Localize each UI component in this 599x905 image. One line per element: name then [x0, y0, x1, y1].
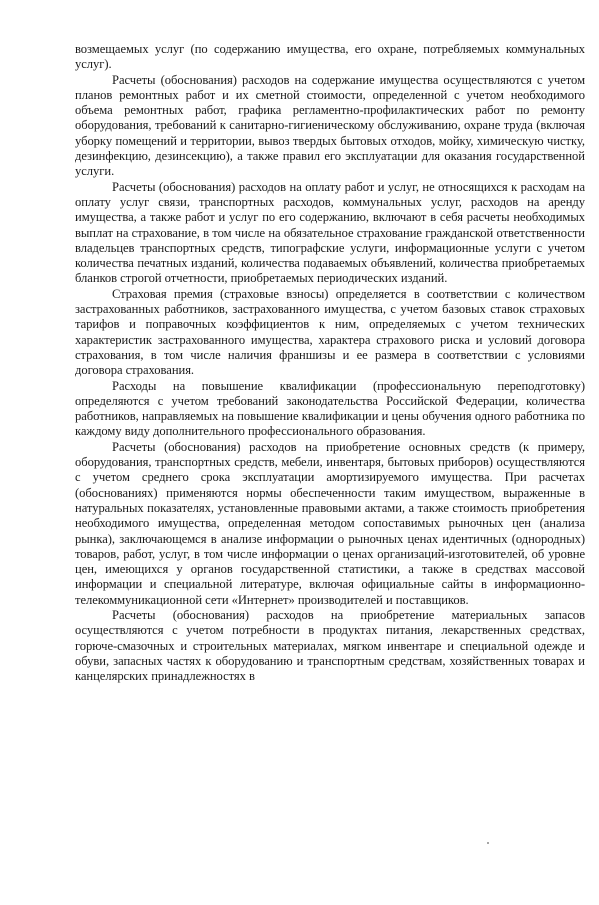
paragraph-continuation: возмещаемых услуг (по содержанию имущества, его охране, потребляемых коммунальных услуг).: [75, 42, 585, 72]
scan-speck: [487, 842, 489, 844]
paragraph-fixed-assets: Расчеты (обоснования) расходов на приобретение основных средств (к примеру, оборудования, транспортных средств, мебели, инвентаря, бытовых приборов) осуществляются с учетом среднего срока эксплуатации амортизируемого имущества. При расчетах (обоснованиях) применяются нормы обеспеченности таким имуществом, выраженные в натуральных показателях, установленные правовыми актами, а также стоимость приобретения необходимого имущества, определенная методом сопоставимых рыночных цен (анализа рынка), заключающемся в анализе информации о рыночных ценах идентичных (однородных) товаров, работ, услуг, в том числе информации о ценах организаций-изготовителей, об уровне цен, имеющихся у органов государственной статистики, а также в средствах массовой информации и специальной литературе, включая официальные сайты в информационно-телекоммуникационной сети «Интернет» производителей и поставщиков.: [75, 439, 585, 607]
paragraph-property-maintenance: Расчеты (обоснования) расходов на содержание имущества осуществляются с учетом планов ремонтных работ и их сметной стоимости, определенной с учетом необходимого объема ремонтных работ, графика регламентно-профилактических работ по ремонту оборудования, требований к санитарно-гигиеническому обслуживанию, охране труда (включая уборку помещений и территории, вывоз твердых бытовых отходов, мойку, химическую чистку, дезинфекцию, дезинсекцию), а также правил его эксплуатации для оказания государственной услуги.: [75, 72, 585, 179]
document-page: [75, 42, 585, 887]
paragraph-material-stocks: Расчеты (обоснования) расходов на приобретение материальных запасов осуществляются с учетом потребности в продуктах питания, лекарственных средствах, горюче-смазочных и строительных материалах, мягком инвентаре и специальной одежде и обуви, запасных частях к оборудованию и транспортным средствам, хозяйственных товарах и канцелярских принадлежностях в: [75, 607, 585, 684]
paragraph-qualification: Расходы на повышение квалификации (профессиональную переподготовку) определяются с учетом требований законодательства Российской Федерации, количества работников, направляемых на повышение квалификации и цены обучения одного работника по каждому виду дополнительного профессионального образования.: [75, 378, 585, 439]
paragraph-insurance-premium: Страховая премия (страховые взносы) определяется в соответствии с количеством застрахованных работников, застрахованного имущества, с учетом базовых ставок страховых тарифов и поправочных коэффициентов к ним, определяемых с учетом технических характеристик застрахованного имущества, характера страхового риска и условий договора страхования, в том числе наличия франшизы и ее размера в соответствии с условиями договора страхования.: [75, 286, 585, 378]
paragraph-other-services: Расчеты (обоснования) расходов на оплату работ и услуг, не относящихся к расходам на оплату услуг связи, транспортных расходов, коммунальных услуг, расходов на аренду имущества, а также работ и услуг по его содержанию, включают в себя расчеты необходимых выплат на страхование, в том числе на обязательное страхование гражданской ответственности владельцев транспортных средств, типографские услуги, информационные услуги с учетом количества печатных изданий, количества подаваемых объявлений, количества приобретаемых бланков строгой отчетности, приобретаемых периодических изданий.: [75, 179, 585, 286]
